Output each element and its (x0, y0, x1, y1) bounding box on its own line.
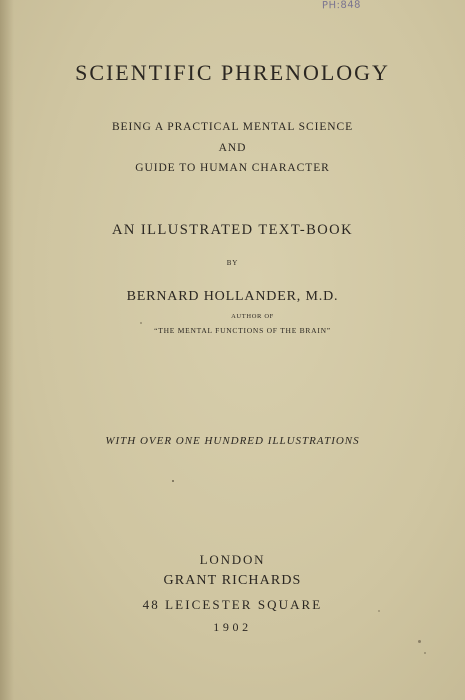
paper-speck (424, 652, 426, 654)
illustrations-note: WITH OVER ONE HUNDRED ILLUSTRATIONS (105, 435, 360, 447)
shelfmark-annotation: PH:848 (321, 0, 362, 12)
paper-speck (172, 480, 174, 482)
author-name: BERNARD HOLLANDER, M.D. (126, 289, 339, 304)
subtitle-line-1: BEING A PRACTICAL MENTAL SCIENCE (111, 121, 354, 133)
previous-work-title: “THE MENTAL FUNCTIONS OF THE BRAIN” (154, 326, 331, 335)
imprint-publisher: GRANT RICHARDS (163, 573, 302, 588)
subtitle-line-3: GUIDE TO HUMAN CHARACTER (135, 162, 330, 174)
paper-speck (418, 640, 421, 643)
paper-speck (140, 322, 142, 324)
book-title: SCIENTIFIC PHRENOLOGY (75, 60, 390, 85)
imprint-address: 48 LEICESTER SQUARE (142, 597, 323, 612)
by-label: BY (226, 259, 239, 267)
paper-speck (378, 610, 380, 612)
imprint-city: LONDON (199, 552, 266, 567)
imprint-year: 1902 (213, 620, 252, 634)
subtitle-line-2: AND (218, 142, 247, 154)
author-of-label: AUTHOR OF (231, 313, 274, 320)
book-type: AN ILLUSTRATED TEXT-BOOK (111, 222, 353, 238)
